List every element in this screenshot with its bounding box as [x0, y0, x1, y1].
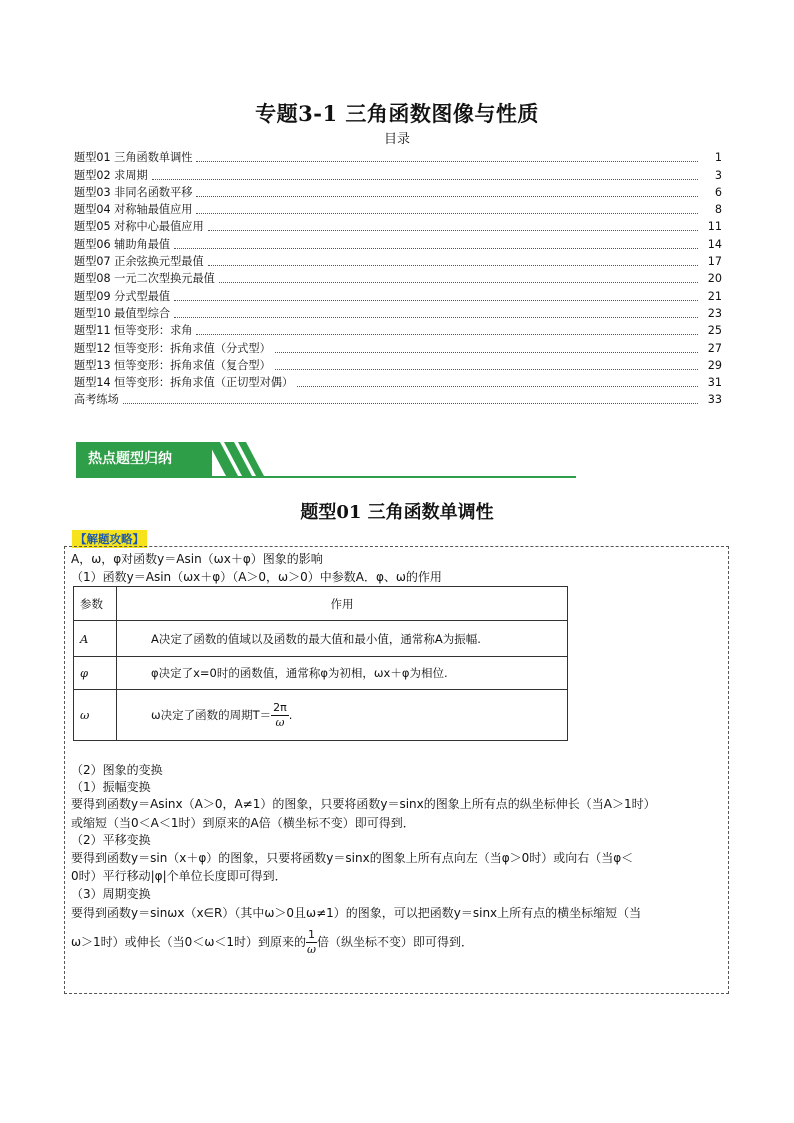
toc-label[interactable]: 高考练场 [74, 393, 119, 407]
strategy-tag: 【解题攻略】 [72, 530, 147, 548]
effect-tail: . [288, 707, 293, 722]
toc-leader [152, 178, 698, 180]
banner-stripes-icon [208, 442, 268, 476]
toc-page-number: 25 [707, 324, 722, 338]
table-row [74, 690, 568, 741]
toc-page-number: 17 [707, 255, 722, 269]
toc-row[interactable] [74, 234, 722, 251]
toc-row[interactable] [74, 269, 722, 286]
effect-cell: A决定了函数的值域以及函数的最大值和最小值，通常称A为振幅. [117, 621, 568, 657]
page-title: 专题3-1 三角函数图像与性质 [255, 101, 539, 126]
period-text-1: 要得到函数y＝sinωx（x∈R）（其中ω＞0且ω≠1）的图象，可以把函数y＝sinx上所有点的横坐标缩短（当 [71, 906, 642, 920]
toc-label[interactable]: 题型07 正余弦换元型最值 [74, 255, 204, 269]
toc-label[interactable]: 题型14 恒等变形：拆角求值（正切型对偶） [74, 376, 294, 390]
toc-page-number: 33 [707, 393, 722, 407]
toc-label[interactable]: 题型06 辅助角最值 [74, 237, 171, 251]
toc-label[interactable]: 题型01 三角函数单调性 [74, 151, 193, 165]
toc-leader [275, 368, 698, 370]
toc-page-number: 14 [707, 237, 722, 251]
fraction-numerator: 1 [308, 928, 316, 941]
table-header-param: 参数 [74, 587, 117, 621]
toc-page-number: 11 [707, 220, 722, 234]
shift-heading: （2）平移变换 [71, 833, 151, 847]
period-text-2 [71, 928, 473, 957]
fraction-denominator: ω [275, 715, 285, 729]
toc-label[interactable]: 题型09 分式型最值 [74, 289, 171, 303]
toc-page-number: 1 [714, 151, 722, 165]
toc-leader [123, 402, 698, 404]
toc-row[interactable] [74, 321, 722, 338]
toc-leader [196, 195, 698, 197]
toc-leader [196, 333, 698, 335]
toc-row[interactable] [74, 390, 722, 407]
toc-page-number: 31 [707, 376, 722, 390]
toc-row[interactable] [74, 356, 722, 373]
toc-page-number: 20 [707, 272, 722, 286]
period-fraction [271, 701, 289, 730]
toc-label[interactable]: 题型05 对称中心最值应用 [74, 220, 204, 234]
toc-page-number: 6 [714, 185, 722, 199]
table-row [74, 621, 568, 657]
toc-leader [275, 351, 698, 353]
banner-label: 热点题型归纳 [76, 442, 212, 476]
period-text-2b: 倍（纵坐标不变）即可得到． [317, 935, 474, 949]
scale-fraction [306, 928, 317, 957]
banner-underline [76, 476, 576, 478]
toc-leader [196, 160, 698, 162]
effect-cell: φ决定了x=0时的函数值，通常称φ为初相，ωx＋φ为相位. [117, 657, 568, 690]
effect-cell [117, 690, 568, 741]
toc-label[interactable]: 题型12 恒等变形：拆角求值（分式型） [74, 341, 271, 355]
intro-line-2: （1）函数y＝Asin（ωx＋φ）（A＞0，ω＞0）中参数A．φ、ω的作用 [71, 570, 442, 584]
toc-label[interactable]: 题型13 恒等变形：拆角求值（复合型） [74, 358, 271, 372]
toc-row[interactable] [74, 148, 722, 165]
toc-row[interactable] [74, 165, 722, 182]
table-header-effect: 作用 [117, 587, 568, 621]
shift-text-1: 要得到函数y＝sin（x＋φ）的图象，只要将函数y＝sinx的图象上所有点向左（当φ＞0时）或向右（当φ＜ [71, 851, 634, 865]
toc-leader [174, 247, 698, 249]
effect-text: ω决定了函数的周期T＝ [151, 707, 272, 722]
toc-label[interactable]: 题型02 求周期 [74, 168, 148, 182]
toc-row[interactable] [74, 252, 722, 269]
period-text-2a: ω＞1时）或伸长（当0＜ω＜1时）到原来的 [71, 935, 307, 949]
toc-heading: 目录 [383, 132, 410, 147]
table-of-contents [74, 148, 722, 407]
amplitude-heading: （1）振幅变换 [71, 780, 151, 794]
toc-leader [174, 316, 698, 318]
toc-leader [297, 385, 698, 387]
toc-page-number: 3 [714, 168, 722, 182]
param-cell: φ [74, 657, 117, 690]
toc-leader [219, 281, 698, 283]
amplitude-text-2: 或缩短（当0＜A＜1时）到原来的A倍（横坐标不变）即可得到． [71, 816, 415, 830]
transform-heading: （2）图象的变换 [71, 763, 163, 777]
toc-label[interactable]: 题型11 恒等变形：求角 [74, 324, 193, 338]
fraction-numerator: 2π [273, 700, 287, 714]
toc-row[interactable] [74, 338, 722, 355]
amplitude-text-1: 要得到函数y＝Asinx（A＞0，A≠1）的图象，只要将函数y＝sinx的图象上所有点的纵坐标伸长（当A＞1时） [71, 797, 656, 811]
toc-leader [208, 229, 698, 231]
toc-page-number: 27 [707, 341, 722, 355]
toc-row[interactable] [74, 183, 722, 200]
parameter-table [73, 586, 568, 741]
section-title: 题型01 三角函数单调性 [300, 502, 494, 523]
param-cell: A [74, 621, 117, 657]
section-banner [76, 442, 576, 480]
toc-row[interactable] [74, 200, 722, 217]
toc-row[interactable] [74, 217, 722, 234]
toc-leader [208, 264, 698, 266]
toc-page-number: 8 [714, 203, 722, 217]
toc-label[interactable]: 题型08 一元二次型换元最值 [74, 272, 215, 286]
fraction-denominator: ω [307, 943, 316, 956]
toc-label[interactable]: 题型03 非同名函数平移 [74, 185, 193, 199]
toc-row[interactable] [74, 304, 722, 321]
toc-row[interactable] [74, 373, 722, 390]
intro-line-1: A，ω，φ对函数y＝Asin（ωx＋φ）图象的影响 [71, 552, 323, 566]
toc-label[interactable]: 题型10 最值型综合 [74, 306, 171, 320]
toc-row[interactable] [74, 286, 722, 303]
period-heading: （3）周期变换 [71, 887, 151, 901]
table-row [74, 657, 568, 690]
toc-page-number: 23 [707, 306, 722, 320]
toc-page-number: 29 [707, 358, 722, 372]
param-cell: ω [74, 690, 117, 741]
toc-leader [174, 299, 698, 301]
toc-page-number: 21 [707, 289, 722, 303]
toc-label[interactable]: 题型04 对称轴最值应用 [74, 203, 193, 217]
shift-text-2: 0时）平行移动|φ|个单位长度即可得到． [71, 869, 287, 883]
toc-leader [196, 212, 698, 214]
